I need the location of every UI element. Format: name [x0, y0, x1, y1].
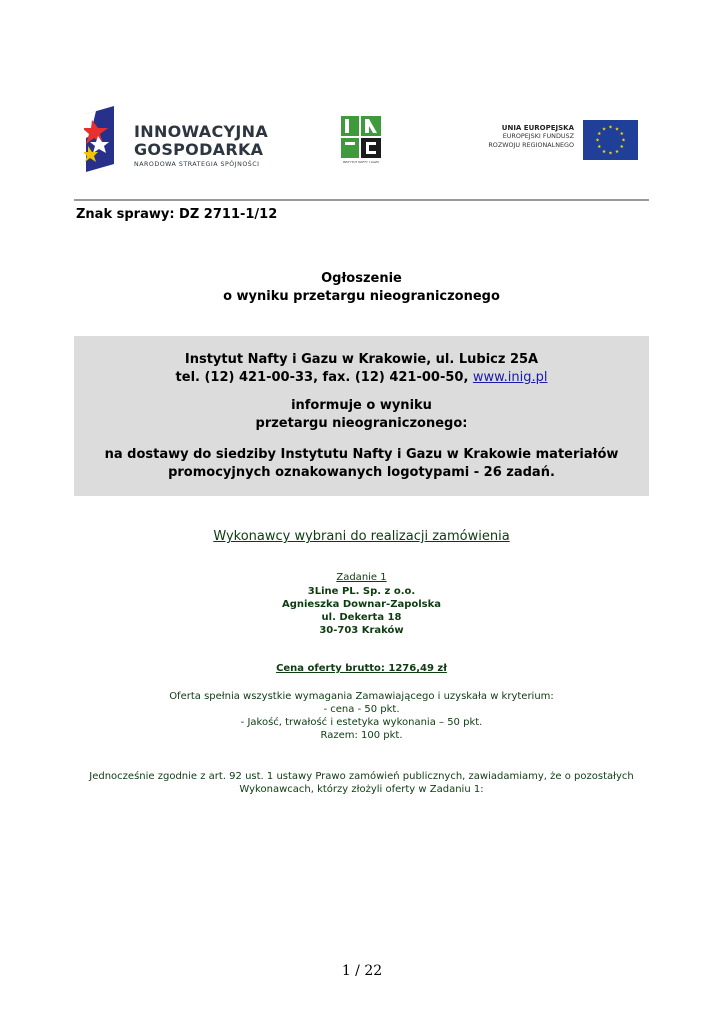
title-line2: o wyniku przetargu nieograniczonego [223, 289, 500, 304]
subject-line2: promocyjnych oznakowanych logotypami - 26 zadań. [168, 465, 555, 480]
eu-logo-line1: UNIA EUROPEJSKA [501, 124, 574, 132]
eu-star-icon: ★ [597, 145, 602, 151]
innowacyjna-flag-icon [84, 106, 124, 172]
eu-flag-icon [583, 120, 638, 160]
inig-caption: INSTYTUT NAFTY I GAZU [342, 160, 380, 164]
inig-mark-icon [341, 116, 381, 158]
winner-details [74, 585, 649, 637]
eu-star-icon: ★ [595, 138, 600, 144]
eu-logo-line3: ROZWOJU REGIONALNEGO [488, 141, 574, 149]
eu-star-icon: ★ [619, 132, 624, 138]
inform-text [74, 397, 649, 433]
title-line1: Ogłoszenie [321, 271, 402, 286]
criteria-block [74, 690, 649, 742]
institute-address [74, 351, 649, 387]
institute-phone: tel. (12) 421-00-33, fax. (12) 421-00-50, [175, 370, 469, 385]
page-number: 1 / 22 [341, 963, 383, 979]
winner-street: ul. Dekerta 18 [321, 612, 402, 623]
inform-line2: przetargu nieograniczonego: [255, 416, 468, 431]
other-contractors-note [74, 770, 649, 796]
logo-text-line2: GOSPODARKA [134, 140, 264, 159]
eu-logo-line2: EUROPEJSKI FUNDUSZ [502, 132, 574, 140]
task-label: Zadanie 1 [336, 572, 387, 583]
eu-star-icon: ★ [608, 125, 613, 131]
institute-line2 [74, 369, 649, 387]
institute-line1: Instytut Nafty i Gazu w Krakowie, ul. Lubicz 25A [184, 352, 539, 367]
subject-line1: na dostawy do siedziby Instytutu Nafty i Gazu w Krakowie materiałów [104, 447, 619, 462]
eu-logo [472, 120, 642, 164]
institute-info-box [74, 336, 649, 496]
eu-star-icon: ★ [614, 127, 620, 133]
innowacyjna-gospodarka-logo [84, 106, 284, 176]
eu-star-icon: ★ [601, 127, 607, 133]
winner-person: Agnieszka Downar-Zapolska [281, 599, 442, 610]
offer-price: Cena oferty brutto: 1276,49 zł [276, 663, 447, 674]
criteria-line4: Razem: 100 pkt. [320, 730, 403, 741]
criteria-line3: - Jakość, trwałość i estetyka wykonania – 50 pkt. [240, 717, 483, 728]
eu-star-icon: ★ [619, 145, 624, 151]
header-divider [74, 199, 649, 201]
inig-logo [341, 116, 381, 166]
note-line2: Wykonawcach, którzy złożyli oferty w Zadaniu 1: [239, 784, 484, 795]
contractors-heading: Wykonawcy wybrani do realizacji zamówienia [213, 529, 510, 544]
announcement-title [74, 270, 649, 306]
tender-subject [74, 446, 649, 482]
website-link[interactable]: www.inig.pl [472, 370, 548, 385]
criteria-line1: Oferta spełnia wszystkie wymagania Zamawiającego i uzyskała w kryterium: [169, 691, 554, 702]
reference-number: Znak sprawy: DZ 2711-1/12 [76, 207, 278, 222]
criteria-line2: - cena - 50 pkt. [323, 704, 400, 715]
logo-text-line1: INNOWACYJNA [134, 122, 269, 141]
eu-star-icon: ★ [621, 138, 626, 144]
eu-star-icon: ★ [608, 151, 613, 157]
inform-line1: informuje o wyniku [291, 398, 432, 413]
logo-text-line3: NARODOWA STRATEGIA SPÓJNOŚCI [134, 161, 260, 168]
winner-city: 30-703 Kraków [319, 625, 404, 636]
note-line1: Jednocześnie zgodnie z art. 92 ust. 1 ustawy Prawo zamówień publicznych, zawiadamiamy, że o pozostałych [89, 771, 634, 782]
eu-star-icon: ★ [614, 149, 620, 155]
eu-star-icon: ★ [601, 149, 607, 155]
winner-company: 3Line PL. Sp. z o.o. [307, 586, 416, 597]
eu-star-icon: ★ [597, 132, 602, 138]
